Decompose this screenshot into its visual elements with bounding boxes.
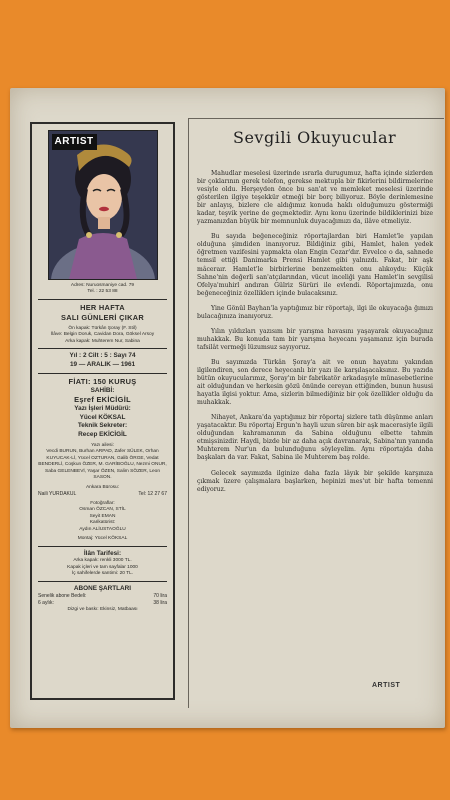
cover-portrait-illustration <box>49 131 157 279</box>
subscription-title: ABONE ŞARTLARI <box>73 584 132 592</box>
subscription-yearly <box>38 593 167 600</box>
ad-rate-back-cover: Arka kapak: renkli 3000 TL. <box>73 558 132 564</box>
article-body <box>197 170 433 501</box>
ankara-office-phone: Tel: 12 27 67 <box>138 491 167 498</box>
cover-photo <box>48 130 158 280</box>
owner-name: Eşref EKİCİGİL <box>74 395 131 405</box>
date-line: 19 — ARALIK — 1961 <box>69 360 136 368</box>
ankara-office-row <box>38 491 167 498</box>
editor-title: Yazı İşleri Müdürü: <box>74 405 131 413</box>
cartoonist-name: Aydın ALİUSTAOĞLU <box>79 526 126 532</box>
writers-list: Vecdi BURUN, Burhan ARPAD, Zafer SÜLEK, Orhan KUYUCAK-Lİ, Yücel OZTURAN, Galib ÖRGE, Vedat BENDERLİ, Coşkun ÖZER, M. GARİBOĞLU, Nezmi ONUR, Saba GELENBEVİ, Yaşar ÖZEN, Salim SÖZER, Leon SASON. <box>38 449 167 481</box>
divider <box>38 581 167 582</box>
montage: Montaj: Yücel KÖKSAL <box>77 536 128 542</box>
photographers-names: Osman ÖZCAN, STİL <box>79 507 126 513</box>
article-paragraph: Mahudlar meselesi üzerinde ısrarla durugumuz, hafta içinde sizlerden bir çoklarının gerek telefon, gerekse mektupla bir fikirlerini bildirmelerine vesiyle oldu. Herşeyden önce bu san'at ve memleket meselesi üzerinde gösterilen ilgiye teşekkür etmeği bir borç biliyoruz. Böyle derinlemesine bir anlayış, bizlere cle aldığımız konuda haklı olduğumuzu göstermiği kadar, teşvik yerine de geçmektedir. Aynı konu üzerinde bildiklerinizi bize yazmanızdan büyük bir memnunluk duyacağımızı da, ilâve etmeliyiz. <box>197 170 433 226</box>
cartoonist-title: Karikatürist: <box>89 520 116 526</box>
schedule-line-1: HER HAFTA <box>80 302 125 312</box>
tech-secretary-name: Recep EKİCİGİL <box>78 431 127 439</box>
cover-credit-insert: İlâve: Belgin Doruk, Cavidan Dora, Göksel Arsoy <box>50 332 155 338</box>
divider <box>38 348 167 349</box>
printer: Dizgi ve baskı: Ekinsiz, Matbaası <box>67 606 138 612</box>
photographers-title: Fotoğraflar: <box>90 500 115 506</box>
article-paragraph: Yine Gönül Bayhan'la yaptığımız bir röportajı, ilgi ile okuyacağa ğımızı bulacağınıza inanıyoruz. <box>197 304 433 320</box>
article-paragraph: Bu sayıda beğeneceğiniz röportajlardan biri Hamlet'le yapılan olduğuna şimdiden inanıyoruz. Bildiğiniz gibi, Hamlet, halen yedek öğretmen vazifesini yapmakta olan Engin Cezar'dır. Evvelce o da, sahnede temsil ettiği Danimarka Prensi Hamlet gibi yalnızdı. Fakat, bir aşk mâceraır. Hamlet'le birbirlerine benzemekten onu alıkoydu: Küçük Sahne'nin değerli san'atçılarından, vücut inceliği yanı Hamlet'in sevgilisi Ofelya'muhirl andıran Gülriz Sürüri ile evlendi. Röportajımızda, onu beğeneceğiniz özelliklerı içinde bulacaksınız. <box>197 233 433 297</box>
cover-credit-back: Arka kapak: Muhterem Nur, Sabina <box>65 338 140 344</box>
editor-name: Yücel KÖKSAL <box>79 413 126 421</box>
subscription-6-month-label: 6 aylık: <box>38 600 54 607</box>
tech-secretary-title: Teknik Sekreter: <box>77 422 128 430</box>
ad-rate-inside-cover: Kapak içleri ve tam sayfalar 1000 <box>67 564 138 570</box>
ad-rates-title: İlân Tarifesi: <box>83 549 122 557</box>
subscription-yearly-label: Senelik abone Bedeli: <box>38 593 87 600</box>
article-title: Sevgili Okuyucular <box>233 128 397 147</box>
phone: Tel. : 22 53 88 <box>87 289 118 295</box>
price: FİATI: 150 KURUŞ <box>68 376 137 386</box>
article-paragraph: Bu sayımızda Türkân Şoray'a ait ve onun hayatını yakından ilgilendiren, son derece heyecanlı bir yazı ile karşılaşacaksınız. Bu yazıda bütün okuyucularımız, Şoray'ın bir fabrikatör arkadaşıyle münasebetlerine ait olduğundan ve herkesin gözü önünde cereyan ettiğinden, bunun hususi hayatla ilgisi yoktur. Ama, sizlerin bilmediğiniz bir çok özellikler olduğu da muhakkak. <box>197 358 433 407</box>
artist-logo: ARTIST <box>52 134 97 150</box>
writers-title: Yazı ailesi: <box>91 442 114 448</box>
subscription-6-month <box>38 600 167 607</box>
ad-rate-inner-pages: İç sahifelerde santimi: 20 TL. <box>71 571 134 577</box>
masthead-sidebar <box>30 122 175 700</box>
divider <box>38 373 167 374</box>
article-paragraph: Gelecek sayımızda ilginize daha fazla lâyık bir şekilde karşınıza çıkmak üzere çalışmalara başlarken, hepinizi mes'ut bir hafta temenni ediyoruz. <box>197 469 433 493</box>
divider <box>38 546 167 547</box>
photographers-names-2: Seyit EMAN <box>89 513 116 519</box>
schedule-line-2: SALI GÜNLERİ ÇIKAR <box>60 312 144 322</box>
ankara-office-title: Ankara Bürosu: <box>85 484 120 490</box>
cover-credit-front: Ön kapak: Türkân Şoray (F. Stil) <box>68 325 137 331</box>
subscription-6-month-value: 38 lira <box>153 600 167 607</box>
subscription-yearly-value: 70 lira <box>153 593 167 600</box>
article-signature: ARTIST <box>372 682 401 689</box>
article-paragraph: Nihayet, Ankara'da yaptığımız bir röportaj sizlere tatlı düşünme anları yaşatacaktır. Bu röportaj Ergun'n hayli uzun süren bir aşk macerasiyle ilgili olduğundan kahramanının da Sabina olduğunu elbette tahmin etmişsinizdir. Haydi, bizde bir az daha açık davranarak, Sabina'nın yanında Muhterem Nur'un da bulunduğunu söyleyelim. Aynı röportajda daha başkaları da var. Fakat, Sabina ile Muhterem baş rolde. <box>197 414 433 462</box>
issue-line: Yıl : 2 Cilt : 5 : Sayı 74 <box>69 352 136 360</box>
owner-title: SAHİBİ: <box>90 386 115 394</box>
ankara-office-name: Naili YURDAKUL <box>38 491 77 498</box>
article-paragraph: Yılın yıldızları yazısım bir yarışma havasını yaşayarak okuyacağınız muhakkak. Bu konuda tam bir yarışma heyecanı yaşamanız için burada tafsilât vermeği lüzumsuz sayıyoruz. <box>197 327 433 351</box>
address: Adres: Nuruosmaniye cad. 79 <box>70 283 135 288</box>
divider <box>38 299 167 300</box>
